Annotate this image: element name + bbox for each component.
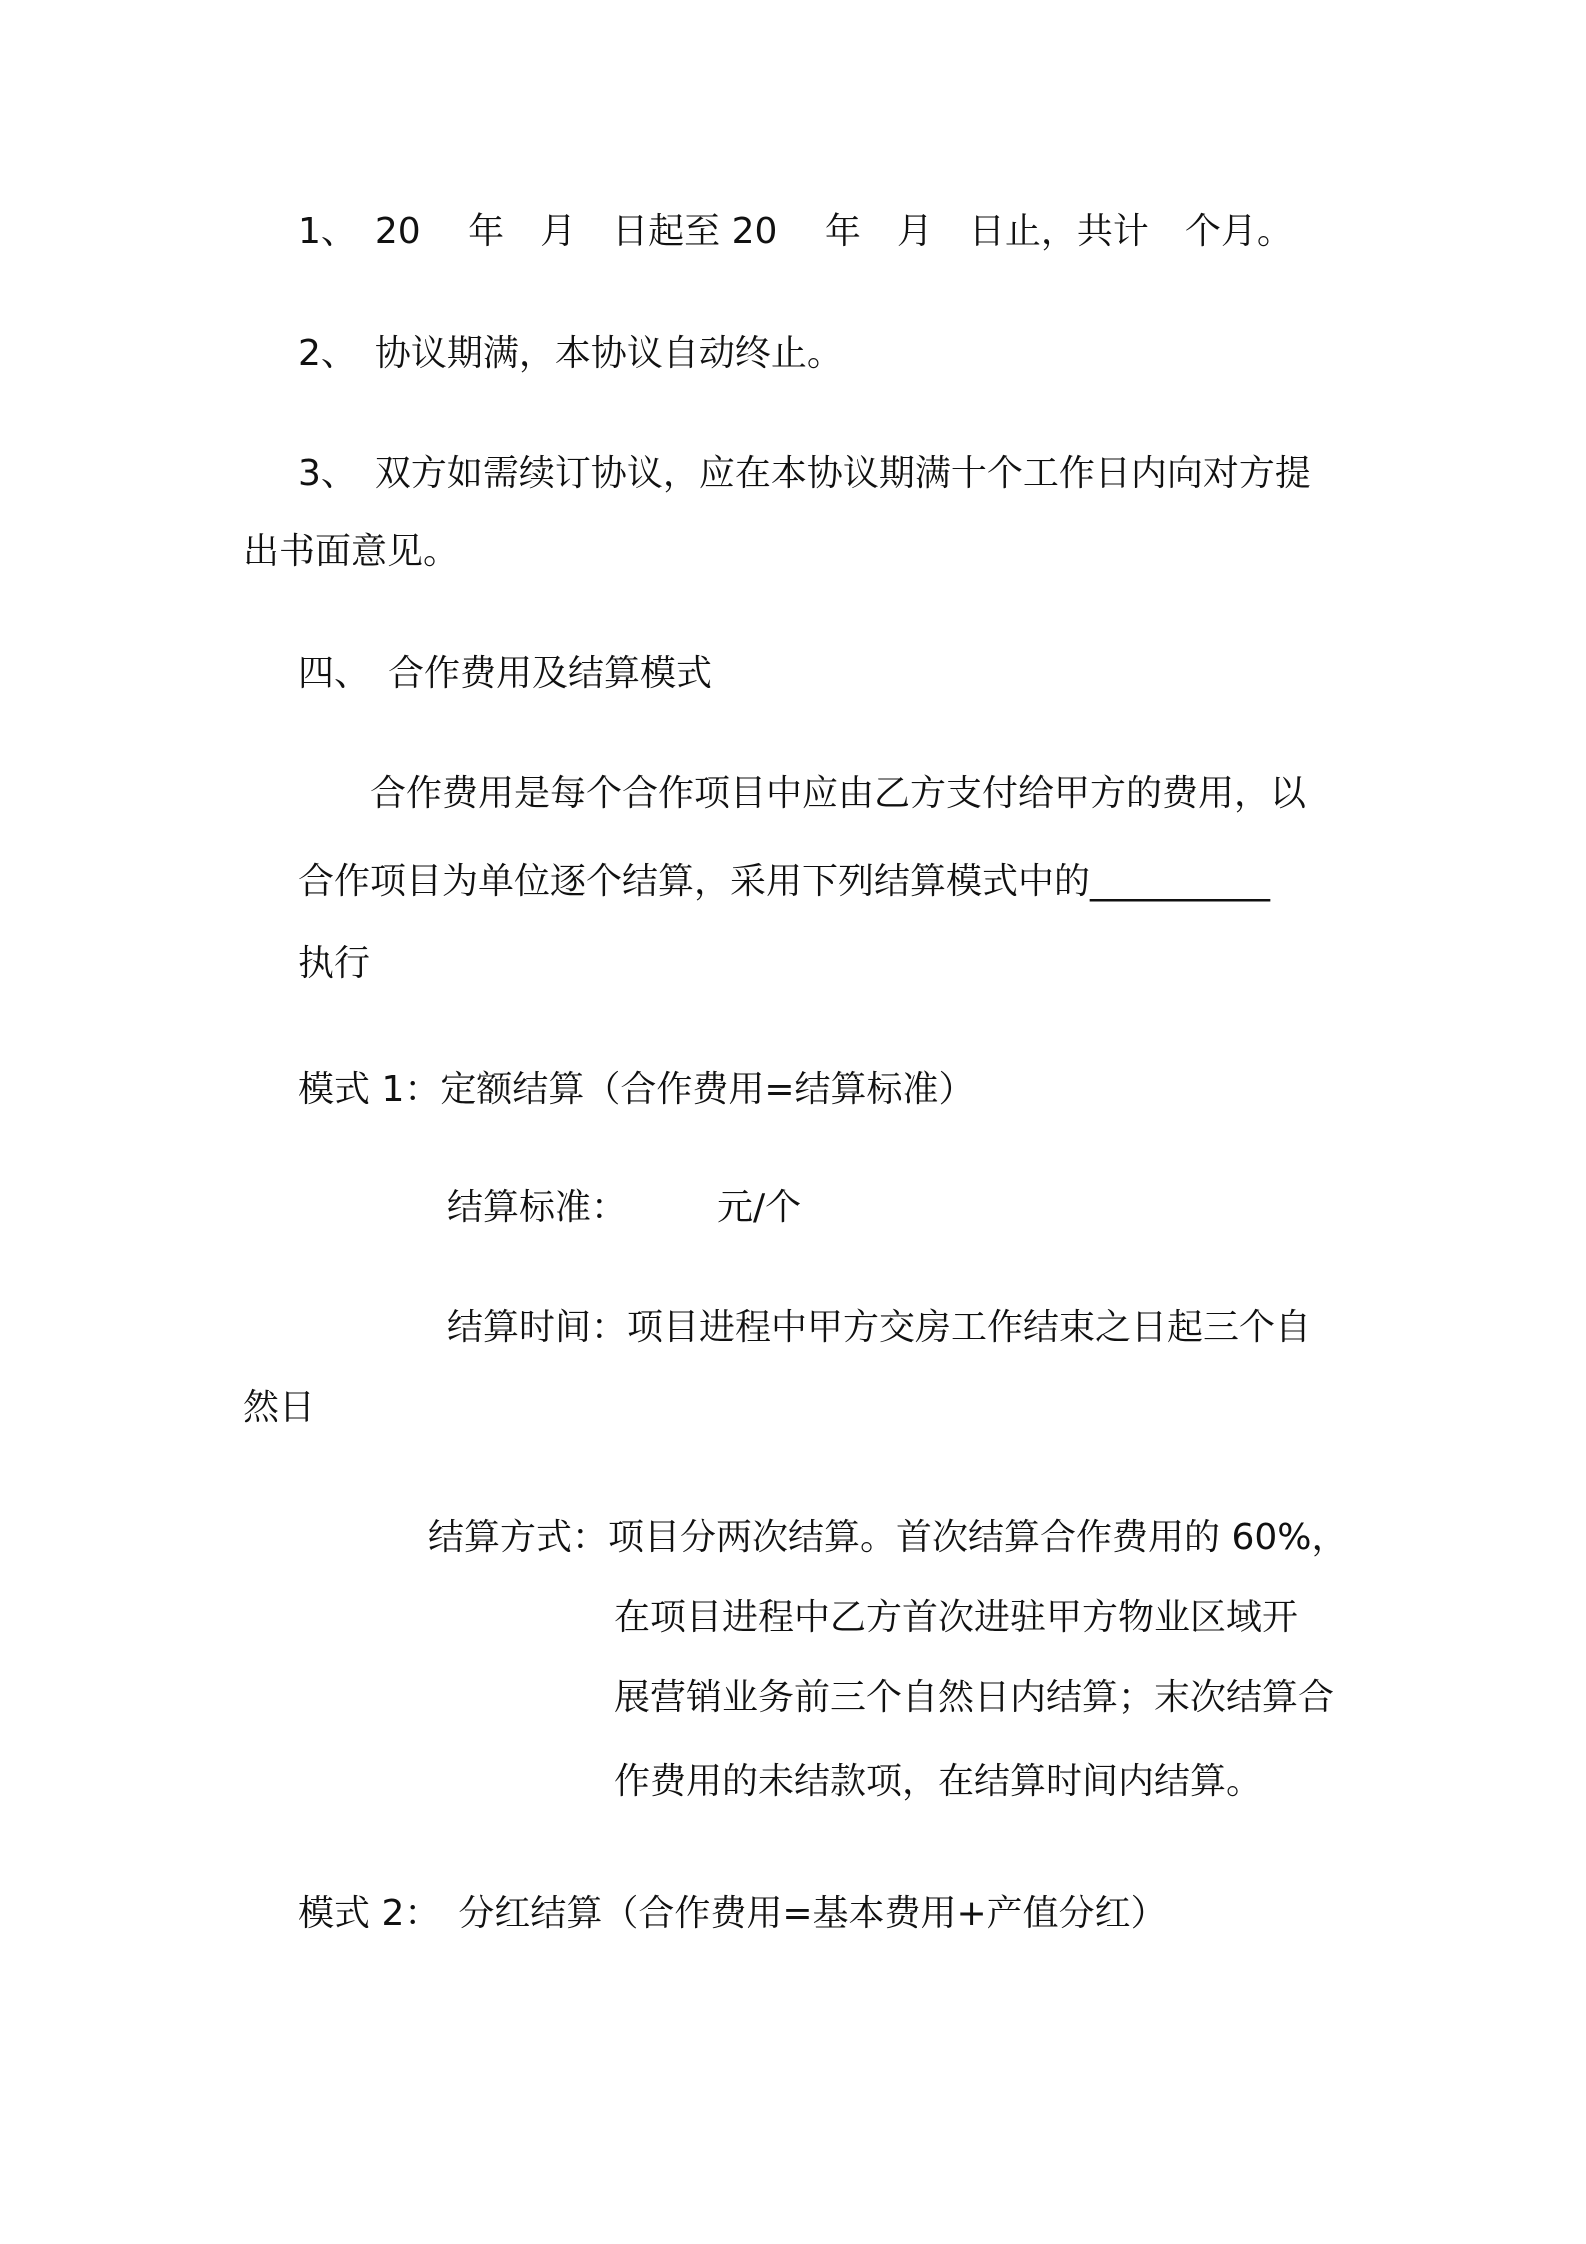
body-paragraph-line-1: 合作费用是每个合作项目中应由乙方支付给甲方的费用，以 xyxy=(298,773,1307,814)
term-line-3: 3、 双方如需续订协议，应在本协议期满十个工作日内向对方提 xyxy=(298,453,1311,494)
mode-1-heading: 模式 1：定额结算（合作费用=结算标准） xyxy=(298,1069,975,1110)
term-line-3-continued: 出书面意见。 xyxy=(243,531,460,572)
body-paragraph-line-3: 执行 xyxy=(298,943,371,984)
settlement-method-line-2: 在项目进程中乙方首次进驻甲方物业区域开 xyxy=(614,1597,1299,1638)
term-line-2: 2、 协议期满，本协议自动终止。 xyxy=(298,333,843,374)
settlement-time-line-1: 结算时间：项目进程中甲方交房工作结束之日起三个自 xyxy=(447,1307,1312,1348)
body-paragraph-line-2: 合作项目为单位逐个结算，采用下列结算模式中的__________ xyxy=(298,861,1271,902)
settlement-method-line-4: 作费用的未结款项，在结算时间内结算。 xyxy=(614,1761,1263,1802)
settlement-time-line-2: 然日 xyxy=(243,1387,316,1428)
settlement-standard: 结算标准： 元/个 xyxy=(447,1187,802,1228)
settlement-method-line-3: 展营销业务前三个自然日内结算；末次结算合 xyxy=(614,1677,1335,1718)
settlement-method-line-1: 结算方式：项目分两次结算。首次结算合作费用的 60%， xyxy=(428,1517,1348,1558)
term-line-1: 1、 20 年 月 日起至 20 年 月 日止，共计 个月。 xyxy=(298,211,1293,252)
mode-2-heading: 模式 2： 分红结算（合作费用=基本费用+产值分红） xyxy=(298,1893,1167,1934)
section-heading-4: 四、 合作费用及结算模式 xyxy=(298,653,713,694)
